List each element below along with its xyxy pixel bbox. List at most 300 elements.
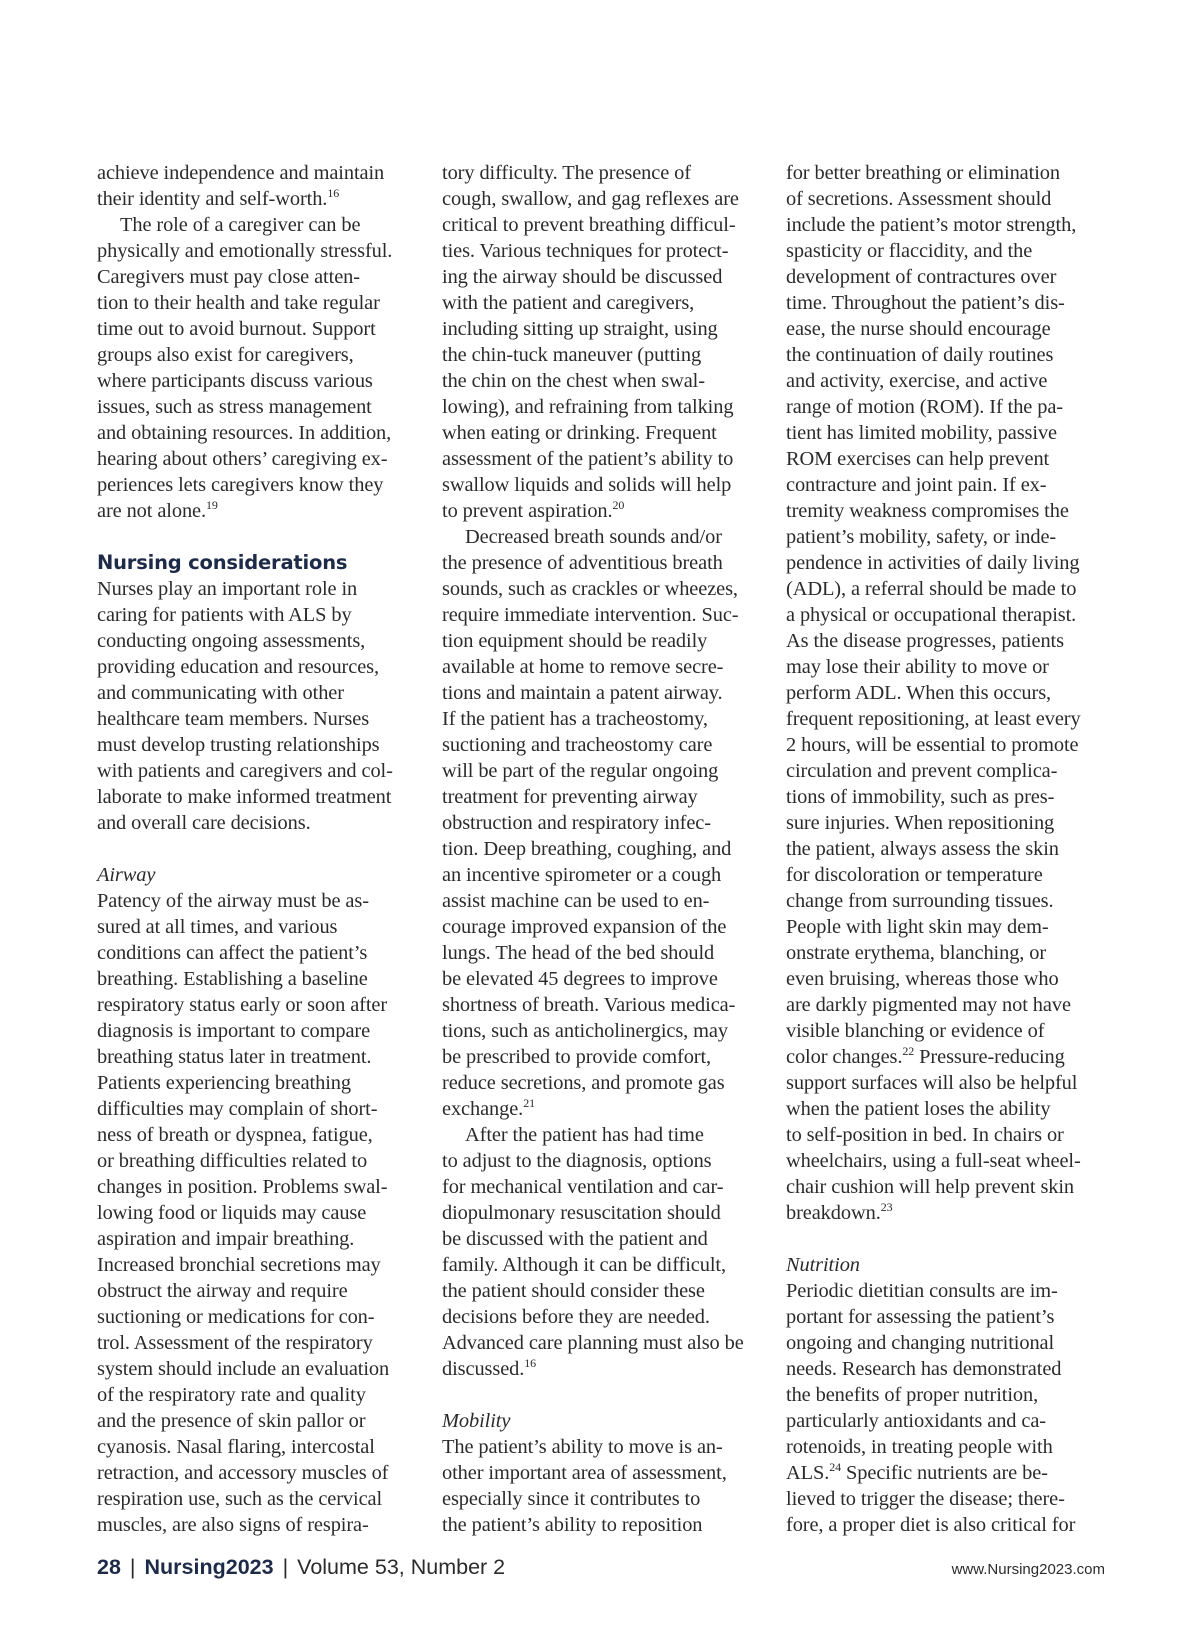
page-number: 28 [97, 1555, 121, 1579]
text-line [786, 212, 1106, 238]
text-line [97, 1226, 417, 1252]
line-text: diopulmonary resuscitation should [442, 1202, 721, 1224]
text-line [786, 1070, 1106, 1096]
line-text: color changes. [786, 1046, 903, 1068]
line-text: other important area of assessment, [442, 1462, 727, 1484]
text-line [786, 1356, 1106, 1382]
line-text: the continuation of daily routines [786, 344, 1054, 366]
line-text: the patient’s ability to reposition [442, 1514, 703, 1536]
line-text: achieve independence and maintain [97, 162, 385, 184]
line-text: include the patient’s motor strength, [786, 214, 1077, 236]
citation-superscript: 23 [880, 1200, 893, 1214]
paragraph-first-line [442, 1122, 762, 1148]
line-text: The patient’s ability to move is an- [442, 1436, 723, 1458]
text-line [786, 186, 1106, 212]
text-line [442, 1278, 762, 1304]
text-line [786, 160, 1106, 186]
line-text: system should include an evaluation [97, 1358, 390, 1380]
line-text: when eating or drinking. Frequent [442, 422, 717, 444]
text-line [442, 602, 762, 628]
citation-superscript: 24 [829, 1460, 842, 1474]
line-text: a physical or occupational therapist. [786, 604, 1077, 626]
text-line [786, 628, 1106, 654]
text-line [442, 680, 762, 706]
text-line [786, 654, 1106, 680]
footer-separator: | [129, 1555, 136, 1579]
section-heading [97, 550, 417, 576]
text-line [442, 992, 762, 1018]
line-text: courage improved expansion of the [442, 916, 727, 938]
text-line [97, 1122, 417, 1148]
text-line [442, 966, 762, 992]
line-text: are darkly pigmented may not have [786, 994, 1071, 1016]
line-text: muscles, are also signs of respira- [97, 1514, 369, 1536]
line-text: groups also exist for caregivers, [97, 344, 354, 366]
text-line [97, 1018, 417, 1044]
text-line [442, 472, 762, 498]
text-line [97, 810, 417, 836]
text-line [97, 1044, 417, 1070]
citation-superscript: 16 [327, 186, 340, 200]
line-text: changes in position. Problems swal- [97, 1176, 388, 1198]
line-text: As the disease progresses, patients [786, 630, 1064, 652]
line-text: lowing), and refraining from talking [442, 396, 734, 418]
line-text-continued: Specific nutrients are be- [841, 1462, 1048, 1484]
line-text: cyanosis. Nasal flaring, intercostal [97, 1436, 375, 1458]
line-text: issues, such as stress management [97, 396, 372, 418]
text-line [442, 576, 762, 602]
text-line [786, 1174, 1106, 1200]
text-line [97, 290, 417, 316]
text-line [97, 420, 417, 446]
line-text: breathing status later in treatment. [97, 1046, 372, 1068]
line-text: require immediate intervention. Suc- [442, 604, 739, 626]
text-line [97, 680, 417, 706]
text-line [97, 316, 417, 342]
text-line [442, 212, 762, 238]
text-line [786, 836, 1106, 862]
text-line [97, 498, 417, 524]
line-text: caring for patients with ALS by [97, 604, 352, 626]
text-line [97, 472, 417, 498]
text-line [97, 602, 417, 628]
line-text: After the patient has had time [465, 1124, 704, 1146]
text-line [442, 186, 762, 212]
line-text: Advanced care planning must also be [442, 1332, 744, 1354]
page-footer [97, 1555, 505, 1580]
line-text: sure injuries. When repositioning [786, 812, 1055, 834]
line-text: Nurses play an important role in [97, 578, 358, 600]
line-text: with the patient and caregivers, [442, 292, 695, 314]
line-text: to prevent aspiration. [442, 500, 613, 522]
line-text: visible blanching or evidence of [786, 1020, 1045, 1042]
text-line [97, 1148, 417, 1174]
line-text: will be part of the regular ongoing [442, 760, 719, 782]
text-line [442, 914, 762, 940]
line-text: sured at all times, and various [97, 916, 338, 938]
line-text: and communicating with other [97, 682, 344, 704]
line-text: or breathing difficulties related to [97, 1150, 368, 1172]
line-text: be discussed with the patient and [442, 1228, 708, 1250]
text-line [442, 784, 762, 810]
text-line [786, 1278, 1106, 1304]
text-line [442, 1460, 762, 1486]
line-text: Patency of the airway must be as- [97, 890, 369, 912]
text-line [97, 940, 417, 966]
line-text: respiratory status early or soon after [97, 994, 388, 1016]
text-line [97, 394, 417, 420]
text-line [442, 264, 762, 290]
text-line [442, 732, 762, 758]
line-text: be elevated 45 degrees to improve [442, 968, 718, 990]
line-text: pendence in activities of daily living [786, 552, 1080, 574]
line-text: ease, the nurse should encourage [786, 318, 1051, 340]
line-text: an incentive spirometer or a cough [442, 864, 722, 886]
text-line [97, 784, 417, 810]
text-line [97, 706, 417, 732]
text-line [97, 1382, 417, 1408]
text-line [786, 472, 1106, 498]
text-line [786, 758, 1106, 784]
line-text: and the presence of skin pallor or [97, 1410, 366, 1432]
line-text: assessment of the patient’s ability to [442, 448, 734, 470]
text-line [97, 368, 417, 394]
text-line [442, 1356, 762, 1382]
text-line [786, 1382, 1106, 1408]
line-text: treatment for preventing airway [442, 786, 698, 808]
text-line [97, 888, 417, 914]
citation-superscript: 16 [524, 1356, 537, 1370]
text-line [97, 160, 417, 186]
text-line [97, 1070, 417, 1096]
text-line [442, 654, 762, 680]
text-line [786, 784, 1106, 810]
text-line [442, 940, 762, 966]
text-line [97, 1200, 417, 1226]
line-text: tion to their health and take regular [97, 292, 380, 314]
subsection-heading [97, 862, 417, 888]
line-text: especially since it contributes to [442, 1488, 701, 1510]
text-line [442, 1252, 762, 1278]
text-line [442, 1226, 762, 1252]
text-line [786, 368, 1106, 394]
line-text: the patient, always assess the skin [786, 838, 1059, 860]
text-line [442, 1096, 762, 1122]
text-line [442, 810, 762, 836]
line-text: time out to avoid burnout. Support [97, 318, 376, 340]
line-text: Caregivers must pay close atten- [97, 266, 360, 288]
line-text: providing education and resources, [97, 656, 379, 678]
line-text: 2 hours, will be essential to promote [786, 734, 1079, 756]
text-line [786, 706, 1106, 732]
line-text: chair cushion will help prevent skin [786, 1176, 1075, 1198]
text-line [786, 420, 1106, 446]
text-line [97, 264, 417, 290]
line-text: must develop trusting relationships [97, 734, 380, 756]
text-line [97, 628, 417, 654]
line-text: change from surrounding tissues. [786, 890, 1054, 912]
text-line [786, 446, 1106, 472]
text-line [786, 1330, 1106, 1356]
text-line [97, 1486, 417, 1512]
website-url: www.Nursing2023.com [951, 1561, 1105, 1578]
text-line [442, 1304, 762, 1330]
text-line [442, 1200, 762, 1226]
line-text: ties. Various techniques for protect- [442, 240, 729, 262]
text-line [97, 914, 417, 940]
line-text: lungs. The head of the bed should [442, 942, 715, 964]
line-text: of secretions. Assessment should [786, 188, 1052, 210]
line-text: and activity, exercise, and active [786, 370, 1048, 392]
text-line [786, 238, 1106, 264]
line-text: retraction, and accessory muscles of [97, 1462, 389, 1484]
line-text: lieved to trigger the disease; there- [786, 1488, 1065, 1510]
issue-info: Volume 53, Number 2 [297, 1555, 506, 1579]
line-text: and overall care decisions. [97, 812, 311, 834]
line-text: to self-position in bed. In chairs or [786, 1124, 1064, 1146]
line-text: to adjust to the diagnosis, options [442, 1150, 712, 1172]
line-text: of the respiratory rate and quality [97, 1384, 366, 1406]
line-text: their identity and self-worth. [97, 188, 328, 210]
paragraph-gap [97, 524, 417, 550]
text-line [786, 1122, 1106, 1148]
line-text: aspiration and impair breathing. [97, 1228, 355, 1250]
text-line [786, 1044, 1106, 1070]
text-line [97, 1278, 417, 1304]
text-line [442, 394, 762, 420]
text-line [786, 498, 1106, 524]
line-text: contracture and joint pain. If ex- [786, 474, 1047, 496]
line-text: lowing food or liquids may cause [97, 1202, 367, 1224]
text-line [786, 576, 1106, 602]
line-text: with patients and caregivers and col- [97, 760, 393, 782]
text-line [97, 1512, 417, 1538]
text-line [97, 1408, 417, 1434]
text-line [442, 368, 762, 394]
line-text: portant for assessing the patient’s [786, 1306, 1055, 1328]
text-line [786, 316, 1106, 342]
line-text: ness of breath or dyspnea, fatigue, [97, 1124, 373, 1146]
text-line [97, 732, 417, 758]
line-text: swallow liquids and solids will help [442, 474, 732, 496]
line-text: range of motion (ROM). If the pa- [786, 396, 1063, 418]
text-column-1 [97, 160, 417, 1538]
text-line [786, 1408, 1106, 1434]
line-text: sounds, such as crackles or wheezes, [442, 578, 738, 600]
line-text: even bruising, whereas those who [786, 968, 1059, 990]
paragraph-gap [786, 1226, 1106, 1252]
line-text: Patients experiencing breathing [97, 1072, 351, 1094]
line-text: frequent repositioning, at least every [786, 708, 1081, 730]
line-text: for mechanical ventilation and car- [442, 1176, 724, 1198]
line-text: Periodic dietitian consults are im- [786, 1280, 1058, 1302]
line-text: physically and emotionally stressful. [97, 240, 393, 262]
line-text: ROM exercises can help prevent [786, 448, 1050, 470]
text-line [786, 992, 1106, 1018]
text-column-2 [442, 160, 762, 1538]
line-text: tremity weakness compromises the [786, 500, 1069, 522]
paragraph-gap [97, 836, 417, 862]
text-line [442, 1070, 762, 1096]
text-line [786, 550, 1106, 576]
line-text: when the patient loses the ability [786, 1098, 1051, 1120]
text-line [786, 680, 1106, 706]
line-text: are not alone. [97, 500, 206, 522]
text-line [786, 1486, 1106, 1512]
text-line [442, 160, 762, 186]
line-text: tions of immobility, such as pres- [786, 786, 1055, 808]
text-line [786, 1018, 1106, 1044]
text-column-3 [786, 160, 1106, 1538]
text-line [442, 888, 762, 914]
text-line [442, 862, 762, 888]
line-text: tion. Deep breathing, coughing, and [442, 838, 732, 860]
text-line [786, 732, 1106, 758]
text-line [442, 238, 762, 264]
text-line [442, 1174, 762, 1200]
line-text: trol. Assessment of the respiratory [97, 1332, 373, 1354]
paragraph-gap [442, 1382, 762, 1408]
text-line [442, 758, 762, 784]
text-line [442, 316, 762, 342]
text-line [97, 1460, 417, 1486]
line-text: the benefits of proper nutrition, [786, 1384, 1039, 1406]
line-text: healthcare team members. Nurses [97, 708, 370, 730]
line-text: obstruction and respiratory infec- [442, 812, 711, 834]
text-line [442, 628, 762, 654]
citation-superscript: 20 [612, 498, 625, 512]
paragraph-first-line [97, 212, 417, 238]
text-line [442, 836, 762, 862]
line-text: critical to prevent breathing difficul- [442, 214, 736, 236]
text-line [786, 810, 1106, 836]
line-text: family. Although it can be difficult, [442, 1254, 726, 1276]
line-text: onstrate erythema, blanching, or [786, 942, 1047, 964]
text-line [786, 1512, 1106, 1538]
footer-separator: | [282, 1555, 289, 1579]
text-line [786, 1304, 1106, 1330]
text-line [442, 290, 762, 316]
journal-name: Nursing2023 [144, 1555, 274, 1579]
text-line [786, 1434, 1106, 1460]
text-line [442, 1512, 762, 1538]
text-line [97, 186, 417, 212]
line-text: patient’s mobility, safety, or inde- [786, 526, 1057, 548]
text-line [786, 524, 1106, 550]
line-text: fore, a proper diet is also critical for [786, 1514, 1076, 1536]
line-text: suctioning or medications for con- [97, 1306, 375, 1328]
text-line [97, 342, 417, 368]
text-line [442, 498, 762, 524]
line-text: time. Throughout the patient’s dis- [786, 292, 1065, 314]
line-text: the patient should consider these [442, 1280, 705, 1302]
text-line [442, 1148, 762, 1174]
paragraph-first-line [442, 524, 762, 550]
line-text: wheelchairs, using a full-seat wheel- [786, 1150, 1081, 1172]
text-line [442, 1330, 762, 1356]
text-line [786, 1460, 1106, 1486]
text-line [442, 1486, 762, 1512]
line-text: spasticity or flaccidity, and the [786, 240, 1033, 262]
line-text: discussed. [442, 1358, 525, 1380]
line-text: rotenoids, in treating people with [786, 1436, 1053, 1458]
line-text: the presence of adventitious breath [442, 552, 723, 574]
line-text: conducting ongoing assessments, [97, 630, 366, 652]
line-text: Nutrition [786, 1254, 860, 1276]
line-text: support surfaces will also be helpful [786, 1072, 1078, 1094]
line-text: the chin-tuck maneuver (putting [442, 344, 702, 366]
line-text: including sitting up straight, using [442, 318, 718, 340]
text-line [786, 1096, 1106, 1122]
line-text: for better breathing or elimination [786, 162, 1060, 184]
line-text: Mobility [442, 1410, 511, 1432]
line-text: ALS. [786, 1462, 830, 1484]
line-text: Airway [97, 864, 156, 886]
text-line [786, 888, 1106, 914]
text-line [442, 446, 762, 472]
text-line [442, 550, 762, 576]
text-line [97, 654, 417, 680]
text-line [786, 264, 1106, 290]
subsection-heading [786, 1252, 1106, 1278]
text-line [97, 992, 417, 1018]
citation-superscript: 22 [902, 1044, 915, 1058]
line-text: may lose their ability to move or [786, 656, 1049, 678]
line-text: circulation and prevent complica- [786, 760, 1058, 782]
line-text: tions, such as anticholinergics, may [442, 1020, 728, 1042]
text-line [442, 706, 762, 732]
text-line [442, 1018, 762, 1044]
line-text: ongoing and changing nutritional [786, 1332, 1055, 1354]
text-line [97, 966, 417, 992]
line-text: available at home to remove secre- [442, 656, 724, 678]
line-text: hearing about others’ caregiving ex- [97, 448, 388, 470]
line-text: conditions can affect the patient’s [97, 942, 368, 964]
text-line [97, 1434, 417, 1460]
line-text: laborate to make informed treatment [97, 786, 392, 808]
line-text: tory difficulty. The presence of [442, 162, 691, 184]
line-text: reduce secretions, and promote gas [442, 1072, 725, 1094]
line-text-continued: Pressure-reducing [914, 1046, 1065, 1068]
line-text: particularly antioxidants and ca- [786, 1410, 1046, 1432]
line-text: periences lets caregivers know they [97, 474, 384, 496]
line-text: cough, swallow, and gag reflexes are [442, 188, 739, 210]
text-line [97, 576, 417, 602]
text-line [786, 602, 1106, 628]
line-text: be prescribed to provide comfort, [442, 1046, 712, 1068]
text-line [442, 1044, 762, 1070]
line-text: the chin on the chest when swal- [442, 370, 705, 392]
line-text: Nursing considerations [97, 551, 348, 574]
text-line [442, 342, 762, 368]
line-text: tient has limited mobility, passive [786, 422, 1057, 444]
line-text: for discoloration or temperature [786, 864, 1043, 886]
line-text: assist machine can be used to en- [442, 890, 710, 912]
text-line [786, 940, 1106, 966]
text-line [786, 342, 1106, 368]
line-text: exchange. [442, 1098, 524, 1120]
line-text: perform ADL. When this occurs, [786, 682, 1052, 704]
line-text: obstruct the airway and require [97, 1280, 348, 1302]
line-text: breathing. Establishing a baseline [97, 968, 368, 990]
text-line [786, 1148, 1106, 1174]
line-text: where participants discuss various [97, 370, 373, 392]
text-line [97, 1252, 417, 1278]
text-line [97, 1174, 417, 1200]
line-text: (ADL), a referral should be made to [786, 578, 1077, 600]
subsection-heading [442, 1408, 762, 1434]
text-line [97, 1330, 417, 1356]
